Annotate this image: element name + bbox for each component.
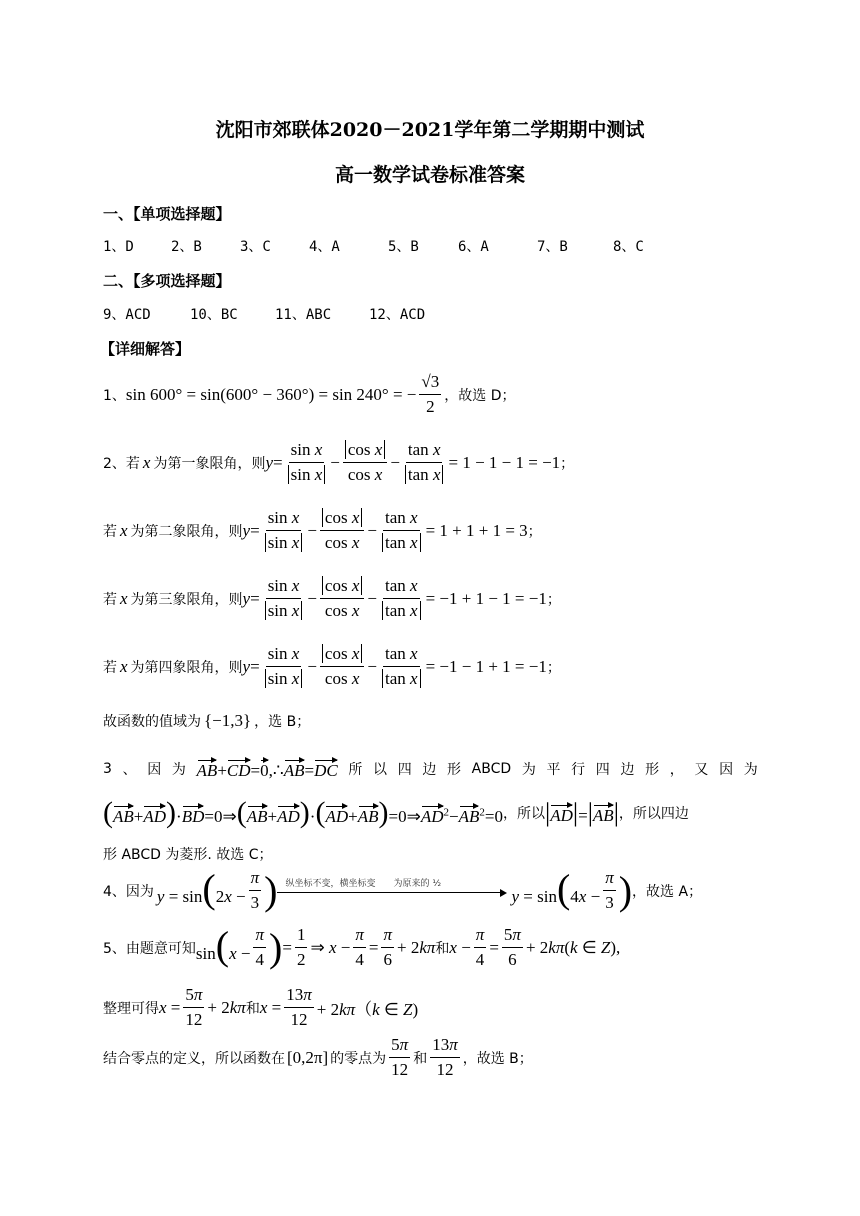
- variable: x: [120, 656, 128, 676]
- answer-item: 5、B: [388, 239, 419, 255]
- variable-y: y: [242, 520, 251, 540]
- variable-y: y: [242, 656, 251, 676]
- fraction: $\frac{\text{tan x}}{\text{tan x}}$: [380, 576, 423, 621]
- fraction: $\frac{\pi}{6}$: [383, 925, 392, 969]
- case-lead: 若: [103, 523, 117, 540]
- connector-text: ，所以四边: [618, 806, 689, 822]
- connector-text: 和: [435, 940, 450, 957]
- punct: ；: [527, 523, 542, 540]
- case-result: = −1 + 1 − 1 = −1: [425, 588, 547, 608]
- multi-choice-heading: 二、【多项选择题】: [103, 272, 231, 290]
- fraction: $\frac{\text{cos x}}{\text{cos x}}$: [320, 576, 364, 621]
- connector-text: ，所以: [502, 806, 545, 822]
- solution-1: [103, 372, 515, 417]
- fraction: $\frac{\pi}{4}$: [355, 925, 364, 969]
- answer-note: ，故选 B；: [462, 1050, 533, 1067]
- case-text: 为第四象限角，则: [130, 659, 243, 676]
- answer-item: 7、B: [537, 239, 568, 255]
- char: 形: [645, 762, 660, 778]
- answer-note: ，故选 A；: [632, 883, 703, 900]
- fraction: $\frac{\text{sin x}}{\text{sin x}}$: [263, 644, 305, 689]
- question-number: 1、: [103, 387, 126, 404]
- fraction: $\frac{\text{sin x}}{\text{sin x}}$: [263, 576, 305, 621]
- fraction: $\frac{\text{tan x}}{\text{tan x}}$: [403, 440, 446, 485]
- fraction: $\frac{\pi}{4}$: [475, 925, 485, 969]
- arrow-label: 纵坐标不变，横坐标变 为原来的 ½: [285, 878, 442, 889]
- solution-2-case-4: 若 x 为第四象限角，则 y = $\frac{\text{sin x}}{\text{sin x}}$ − $\frac{\text{cos x}}{\text{cos x}}$ − $\frac{\text{tan x}}{\text{tan x}}$ = −1 − 1 + 1 = −1 ；: [103, 644, 561, 688]
- answer-note: ，故选 D；: [444, 387, 516, 404]
- answer-note: ，选 B；: [254, 714, 311, 730]
- fraction: $\frac{\text{tan x}}{\text{tan x}}$: [380, 508, 423, 553]
- answer-item: 11、ABC: [275, 307, 332, 323]
- solution-2-case-1: 2、 若 x 为第一象限角，则 y = $\frac{\text{sin x}}{\text{sin x}}$ − $\frac{\text{cos x}}{\text{cos x}}$ − $\frac{\text{tan x}}{\text{tan x}}$ = 1 − 1 − 1 = −1 ；: [103, 440, 575, 484]
- case-lead: 若: [125, 455, 140, 472]
- solution-3-line-2: [103, 798, 689, 828]
- variable: x: [120, 588, 128, 608]
- magnitude-equation: |AD|=|AB|: [544, 798, 619, 827]
- fraction: $\frac{√3}{2}$: [421, 372, 440, 416]
- function-expression: y = sin(4x −: [511, 866, 601, 911]
- interval: [0,2π]: [287, 1047, 329, 1067]
- answer-item: 9、ACD: [103, 307, 151, 323]
- connector-text: 的零点为: [330, 1050, 387, 1067]
- punct: ；: [546, 591, 561, 608]
- fraction: $\frac{\pi}{3}$: [605, 868, 614, 912]
- fraction: $\frac{\text{sin x}}{\text{sin x}}$: [263, 508, 305, 553]
- document-title: 沈阳市郊联体2020－2021学年第二学期期中测试: [215, 119, 645, 141]
- fraction: $\frac{13\pi}{12}$: [286, 985, 312, 1029]
- case-text: 为第一象限角，则: [153, 455, 266, 472]
- char: 3: [103, 761, 112, 777]
- fraction: $\frac{\text{cos x}}{\text{cos x}}$: [343, 440, 387, 485]
- answer-item: 4、A: [309, 239, 340, 255]
- fraction: $\frac{\text{cos x}}{\text{cos x}}$: [320, 644, 364, 689]
- char: ABCD: [471, 761, 512, 777]
- solution-3-line-1: [103, 757, 758, 781]
- char: 四: [397, 762, 412, 778]
- case-text: 为第二象限角，则: [130, 523, 243, 540]
- case-text: 为第三象限角，则: [130, 591, 243, 608]
- transform-arrow: [277, 878, 507, 898]
- vector-derivation: $(AB+AD)\cdot BD=0\Rightarrow(AB+AD)\cdot(AD+AB)=0\Rightarrow AD^2-AB^2=0$: [103, 796, 503, 829]
- char: 为: [521, 762, 536, 778]
- char: 行: [571, 762, 586, 778]
- char: 平: [546, 762, 561, 778]
- char: 所: [348, 762, 363, 778]
- function-expression: y = sin(2x −: [156, 866, 246, 911]
- char: 形: [447, 762, 461, 778]
- fraction: $\frac{\text{cos x}}{\text{cos x}}$: [320, 508, 364, 553]
- answer-item: 1、D: [103, 239, 134, 255]
- char: 边: [620, 762, 635, 778]
- solution-5-line-1: 5、由题意可知 sin(x − $\frac{\pi}{4}$ ) = $\frac{1}{2}$ ⇒ x − $\frac{\pi}{4}$ = $\frac{\pi}{6}$ + 2kπ 和 x − $\frac{\pi}{4}$ = $\frac{5\pi}{6}$ + 2kπ(k ∈ Z),: [103, 923, 621, 970]
- char: 、: [122, 762, 137, 778]
- case-lead: 若: [103, 591, 117, 608]
- case-lead: 若: [103, 659, 117, 676]
- solution-2-case-3: 若 x 为第三象限角，则 y = $\frac{\text{sin x}}{\text{sin x}}$ − $\frac{\text{cos x}}{\text{cos x}}$ − $\frac{\text{tan x}}{\text{tan x}}$ = −1 + 1 − 1 = −1 ；: [103, 576, 561, 620]
- char: ，: [669, 762, 684, 778]
- detail-heading: 【详细解答】: [100, 340, 191, 358]
- solution-2-case-2: 若 x 为第二象限角，则 y = $\frac{\text{sin x}}{\text{sin x}}$ − $\frac{\text{cos x}}{\text{cos x}}$ − $\frac{\text{tan x}}{\text{tan x}}$ = 1 + 1 + 1 = 3 ；: [103, 508, 542, 552]
- fraction: $\frac{5\pi}{12}$: [391, 1035, 409, 1079]
- punct: ；: [560, 455, 575, 472]
- conclusion-text: 故函数的值域为: [103, 714, 201, 730]
- lead-text: 5、由题意可知: [103, 940, 196, 957]
- question-number: 2、: [103, 455, 126, 472]
- answer-item: 3、C: [240, 239, 271, 255]
- answer-item: 2、B: [171, 239, 202, 255]
- char: 以: [373, 762, 388, 778]
- solution-2-conclusion: [103, 711, 310, 731]
- single-choice-heading: 一、【单项选择题】: [103, 205, 231, 223]
- connector-text: 和: [245, 1000, 260, 1017]
- answer-item: 8、C: [613, 239, 644, 255]
- answer-item: 6、A: [458, 239, 489, 255]
- char: 因: [719, 762, 734, 778]
- fraction: $\frac{\pi}{4}$: [255, 925, 265, 969]
- fraction: $\frac{5\pi}{12}$: [185, 985, 203, 1029]
- fraction: $\frac{\pi}{3}$: [250, 868, 260, 912]
- math-expression: sin 600° = sin(600° − 360°) = sin 240° = −: [125, 384, 417, 404]
- char: 因: [147, 762, 162, 778]
- fraction: $\frac{13\pi}{12}$: [432, 1035, 458, 1079]
- vector-equation: AB+CD=0,∴AB=DC: [197, 757, 338, 781]
- answer-item: 10、BC: [190, 307, 238, 323]
- char: 四: [595, 762, 610, 778]
- char: 为: [171, 762, 186, 778]
- document-subtitle: 高一数学试卷标准答案: [334, 164, 525, 186]
- range-value: {−1,3}: [204, 711, 252, 730]
- char: 为: [743, 762, 758, 778]
- char: 又: [694, 762, 709, 778]
- solution-5-line-2: 整理可得 x = $\frac{5\pi}{12}$ + 2kπ 和 x = $\frac{13\pi}{12}$ + 2kπ（k ∈ Z): [103, 985, 419, 1029]
- fraction: $\frac{\text{tan x}}{\text{tan x}}$: [380, 644, 423, 689]
- variable-y: y: [242, 588, 251, 608]
- variable-y: y: [265, 452, 274, 472]
- case-result: = 1 + 1 + 1 = 3: [425, 520, 528, 540]
- char: 边: [422, 762, 437, 778]
- case-result: = 1 − 1 − 1 = −1: [448, 452, 561, 472]
- solution-3-line-3: 形 ABCD 为菱形. 故选 C；: [103, 847, 273, 863]
- fraction: $\frac{5\pi}{6}$: [503, 925, 521, 969]
- lead-text: 4、因为: [103, 883, 154, 900]
- variable: x: [120, 520, 128, 540]
- variable: x: [142, 452, 151, 472]
- punct: ；: [546, 659, 561, 676]
- connector-text: 和: [413, 1050, 428, 1067]
- case-result: = −1 − 1 + 1 = −1: [425, 656, 547, 676]
- lead-text: 结合零点的定义，所以函数在: [103, 1050, 285, 1067]
- lead-text: 整理可得: [103, 1000, 159, 1017]
- fraction: $\frac{\text{sin x}}{\text{sin x}}$: [286, 440, 328, 485]
- answer-item: 12、ACD: [369, 307, 426, 323]
- solution-5-line-3: [103, 1035, 533, 1080]
- solution-4: 4、因为 y = sin(2x − $\frac{\pi}{3}$ ) 纵坐标不变，横坐标变 为原来的 ½ y = sin(4x − $\frac{\pi}{3}$ ) ，故选 A；: [103, 866, 703, 913]
- fraction: $\frac{1}{2}$: [296, 925, 306, 969]
